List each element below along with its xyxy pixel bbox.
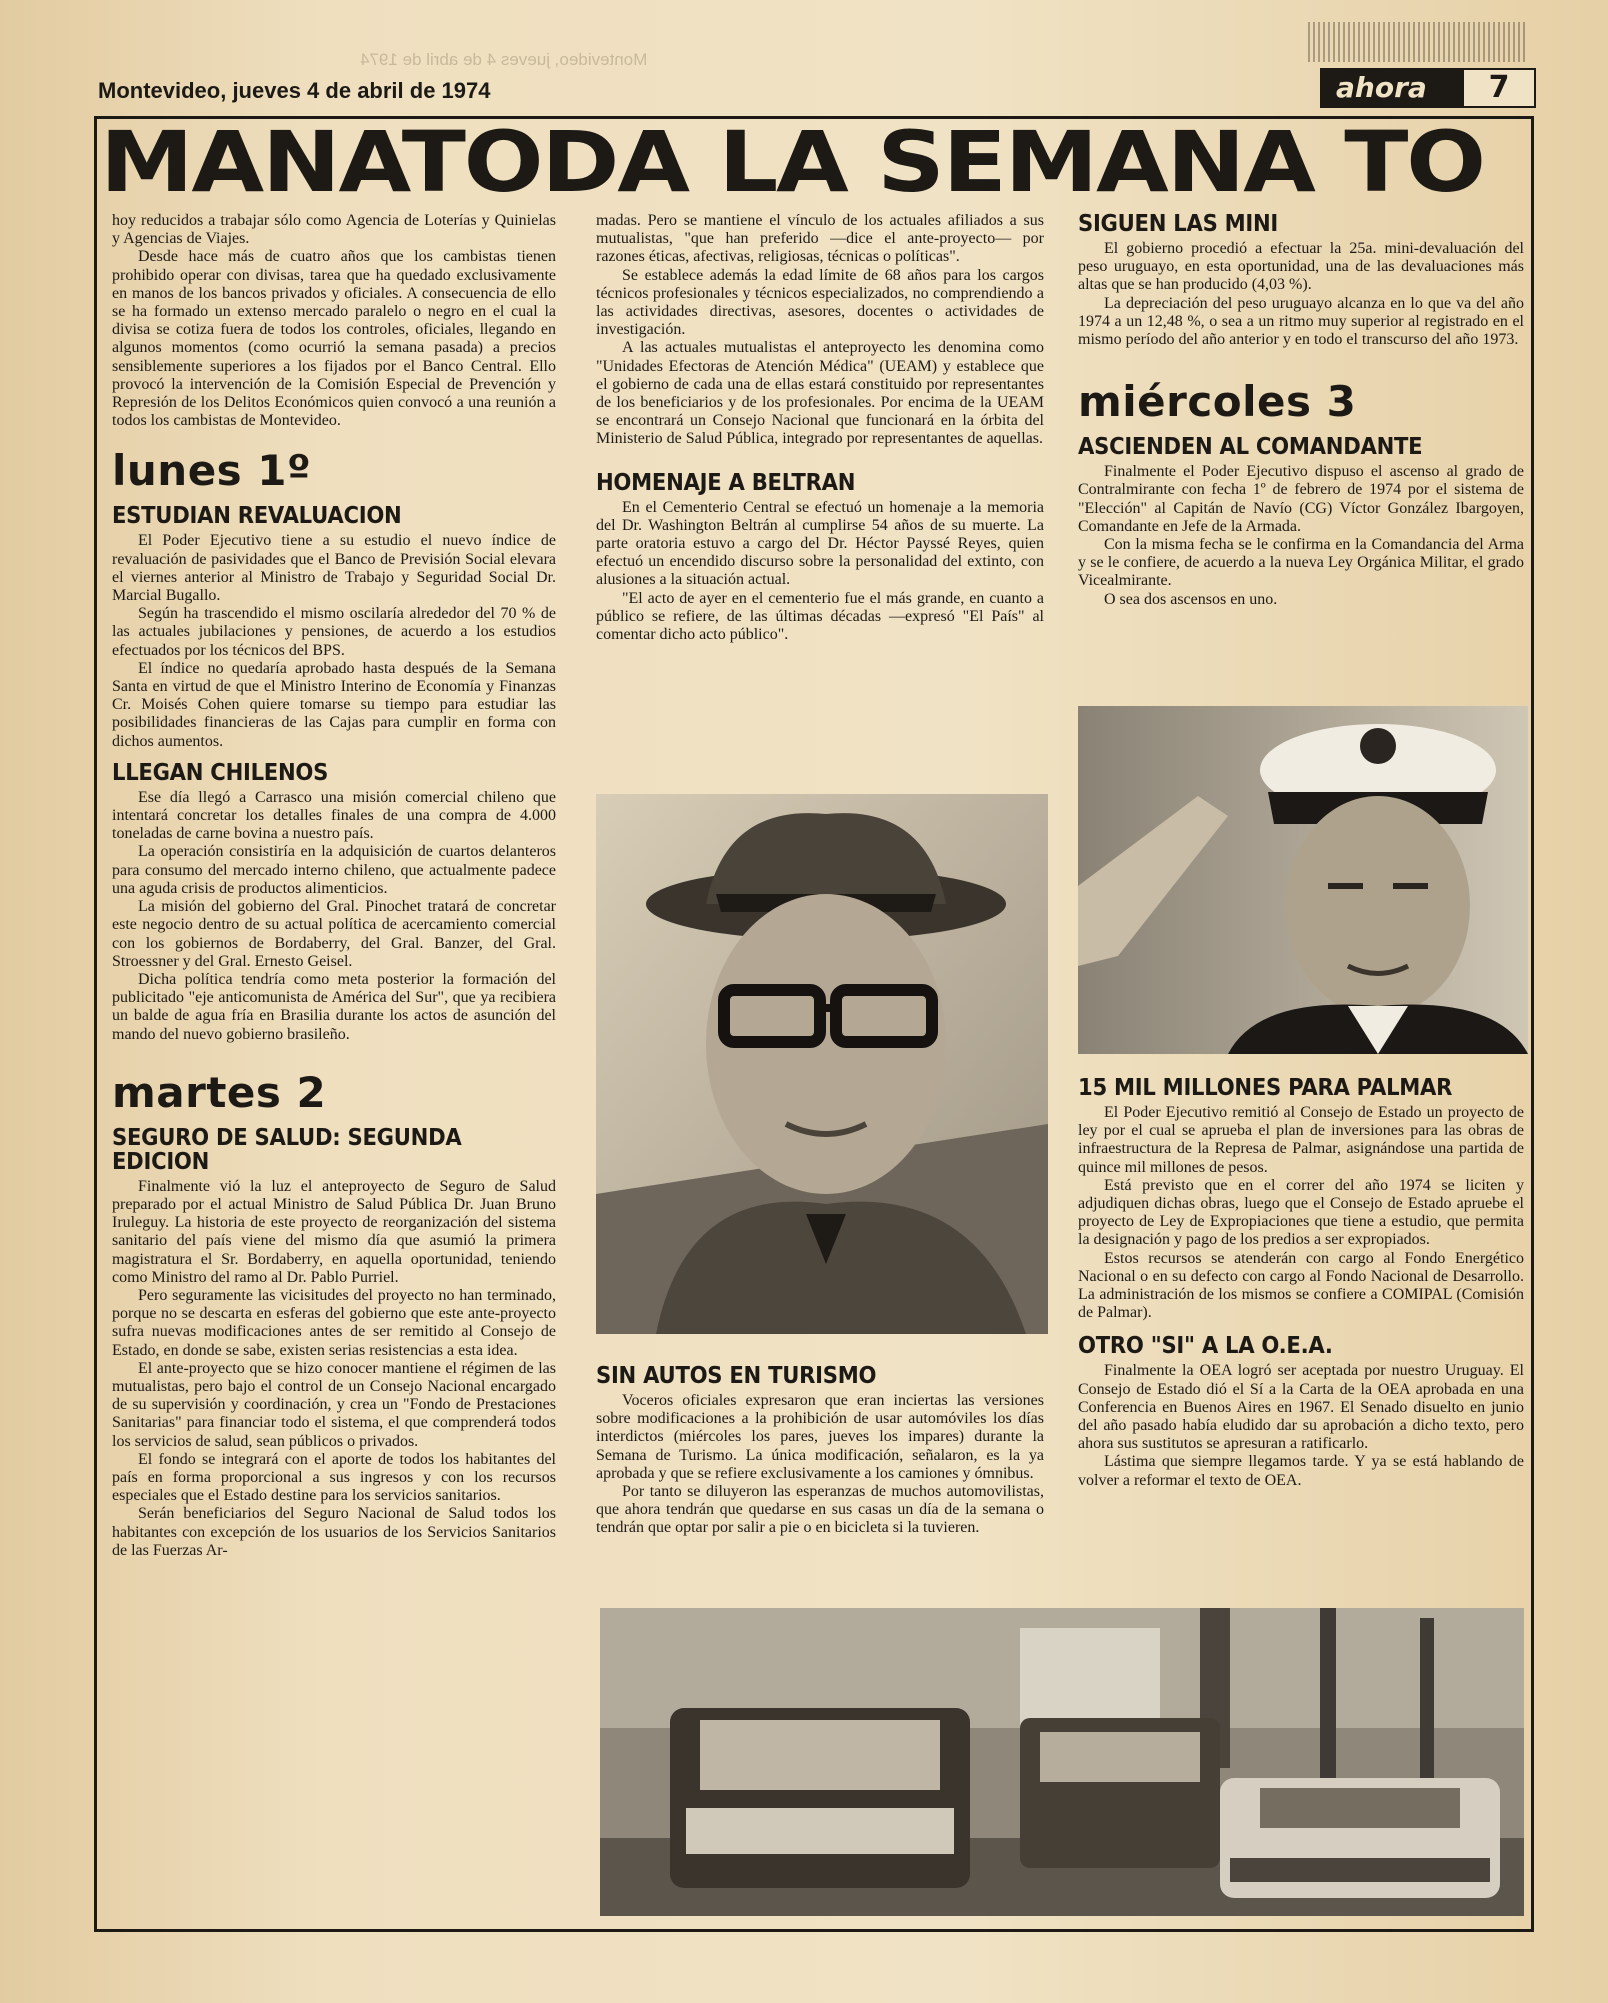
paragraph: Lástima que siempre llegamos tarde. Y ya se está hablando de volver a reformar el texto de OEA.: [1078, 1453, 1524, 1489]
day-heading-miercoles: miércoles 3: [1078, 377, 1357, 427]
headline-autos: SIN AUTOS EN TURISMO: [596, 1363, 877, 1389]
paragraph: El Poder Ejecutivo remitió al Consejo de Estado un proyecto de ley por el cual se aprueba el plan de inversiones para las obras de infraestructura de la Represa de Palmar, asignándose una partida de quince mil millones de pesos.: [1078, 1104, 1524, 1176]
paragraph: El fondo se integrará con el aporte de todos los habitantes del país en forma proporcional a sus ingresos y con los recursos especiales que el Estado destine para los servicios sanitarios.: [112, 1450, 556, 1505]
paragraph: La operación consistiría en la adquisición de cuartos delanteros para consumo del mercado interno chileno, que actualmente padece una aguda crisis de productos alimenticios.: [112, 843, 556, 897]
paragraph: A las actuales mutualistas el anteproyecto les denomina como "Unidades Efectoras de Atención Médica" (UEAM) y establece que el gobierno de cada una de ellas estará constituido por representantes de los beneficiarios y de los profesionales. Por encima de la UEAM se encontrará un Consejo Nacional que funcionará en la órbita del Ministerio de Salud Pública, integrado por representantes de aquellas.: [596, 339, 1044, 448]
paragraph: La misión del gobierno del Gral. Pinochet tratará de concretar este negocio dentro de su actual política de acercamiento comercial con los gobiernos de Bordaberry, del Gral. Banzer, del Gral. Stroessner y del Gral. Ernesto Geisel.: [112, 898, 556, 970]
day-heading-martes: martes 2: [112, 1067, 327, 1117]
headline-comandante: ASCIENDEN AL COMANDANTE: [1078, 434, 1423, 461]
headline-mini: SIGUEN LAS MINI: [1078, 211, 1279, 237]
paragraph: Serán beneficiarios del Seguro Nacional de Salud todos los habitantes con excepción de los usuarios de los Servicios Sanitarios de las Fuerzas Ar-: [112, 1505, 556, 1559]
headline-palmar: 15 MIL MILLONES PARA PALMAR: [1078, 1075, 1453, 1101]
paragraph: Según ha trascendido el mismo oscilaría alrededor del 70 % de las actuales jubilaciones y pensiones, de acuerdo a los estudios efectuados por los técnicos del BPS.: [112, 605, 556, 659]
paragraph: Pero seguramente las vicisitudes del proyecto no han terminado, porque no se descarta en esferas del gobierno que este ante-proyecto sufra nuevas modificaciones antes de ser remitido al Consejo de Estado, en donde se sabe, existen serias resistencias a esta idea.: [112, 1286, 556, 1359]
paragraph: Por tanto se diluyeron las esperanzas de muchos automovilistas, que ahora tendrán que quedarse en sus casas un día de la semana o tendrán que optar por salir a pie o en bicicleta si la tuvieren.: [596, 1483, 1044, 1537]
paragraph: El ante-proyecto que se hizo conocer mantiene el régimen de las mutualistas, pero bajo el control de un Consejo Nacional encargado de su supervisión y coordinación, y crea un "Fondo de Prestaciones Sanitarias" para financiar todo el sistema, el que comprenderá todos los servicios de salud, sean públicos o privados.: [112, 1359, 556, 1450]
paragraph: Se establece además la edad límite de 68 años para los cargos técnicos profesionales y técnicos especializados, no comprendiendo a las actividades directivas, asesores, docentes o actividades de investigación.: [596, 266, 1044, 339]
day-heading-lunes: lunes 1º: [112, 446, 312, 496]
paragraph: Voceros oficiales expresaron que eran inciertas las versiones sobre modificaciones a la prohibición de usar automóviles los días interdictos (miércoles los pares, jueves los impares) durante la Semana de Turismo. La única modificación, señalaron, es la ya aprobada y que se refiere exclusivamente a los camiones y ómnibus.: [596, 1392, 1044, 1482]
masthead-brand: ahora: [1322, 70, 1464, 106]
headline-revaluacion: ESTUDIAN REVALUACION: [112, 503, 402, 530]
paragraph: "El acto de ayer en el cementerio fue el más grande, en cuanto a público se refiere, de las últimas décadas —expresó "El País" al comentar dicho acto público".: [596, 589, 1044, 644]
paragraph: Finalmente vió la luz el anteproyecto de Seguro de Salud preparado por el actual Ministro de Salud Pública Dr. Juan Bruno Iruleguy. La historia de este proyecto de reorganización del sistema sanitario del país viene del mismo día que asumió la primera magistratura el Sr. Bordaberry, en aquella oportunidad, teniendo como Ministro del ramo al Dr. Pablo Purriel.: [112, 1177, 556, 1286]
page-number: 7: [1488, 70, 1510, 105]
page-dateline: Montevideo, jueves 4 de abril de 1974: [98, 78, 491, 103]
paragraph: El gobierno procedió a efectuar la 25a. mini-devaluación del peso uruguayo, en esta oportunidad, una de las devaluaciones más altas que se han producido (4,03 %).: [1078, 240, 1524, 294]
headline-seguro: SEGURO DE SALUD: SEGUNDA EDICION: [112, 1124, 462, 1175]
bleed-through-text: Montevideo, jueves 4 de abril de 1974: [360, 50, 648, 69]
paragraph: Ese día llegó a Carrasco una misión comercial chileno que intentará concretar los detalles finales de una compra de 4.000 toneladas de carne bovina a nuestro país.: [112, 788, 556, 843]
column-3: [1078, 212, 1524, 609]
column-3-lower: [1078, 1076, 1524, 1490]
column-2-lower: [596, 1354, 1044, 1538]
headline-chilenos: LLEGAN CHILENOS: [112, 759, 329, 786]
paragraph: Está previsto que en el correr del año 1974 se liciten y adjudiquen dichas obras, luego que el Consejo de Estado apruebe el proyecto de Ley de Expropiaciones que tiene a estudio, que permita la designación y pago de los predios a ser expropiados.: [1078, 1176, 1524, 1249]
saluting-admiral-photo: [1078, 706, 1528, 1054]
paragraph: Con la misma fecha se le confirma en la Comandancia del Arma y se le confiere, de acuerdo a la nueva Ley Orgánica Militar, el grado Vicealmirante.: [1078, 536, 1524, 590]
paragraph: Finalmente el Poder Ejecutivo dispuso el ascenso al grado de Contralmirante con fecha 1º de febrero de 1974 por el sistema de "Elección" al Capitán de Navío (CG) Víctor González Ibargoyen, Comandante en Jefe de la Armada.: [1078, 463, 1524, 535]
column-2: [596, 212, 1044, 644]
paragraph: hoy reducidos a trabajar sólo como Agencia de Loterías y Quinielas y Agencias de Viajes.: [112, 212, 556, 248]
paragraph: El Poder Ejecutivo tiene a su estudio el nuevo índice de revaluación de pasividades que el Banco de Previsión Social elevara el viernes anterior al Ministro de Trabajo y Seguridad Social Dr. Marcial Bugallo.: [112, 532, 556, 605]
paragraph: El índice no quedaría aprobado hasta después de la Semana Santa en virtud de que el Ministro Interino de Economía y Finanzas Cr. Moisés Cohen quiere tomarse su tiempo para estudiar las posibilidades financieras de las Cajas para cumplir en forma con dichos aumentos.: [112, 659, 556, 750]
paragraph: Dicha política tendría como meta posterior la formación del publicitado "eje anticomunista de América del Sur", que ya recibiera un balde de agua fría en Brasilia durante los actos de asunción del mando del nuevo gobierno brasileño.: [112, 970, 556, 1043]
headline-beltran: HOMENAJE A BELTRAN: [596, 469, 856, 496]
print-registration-marks: [1308, 22, 1526, 62]
paragraph: Finalmente la OEA logró ser aceptada por nuestro Uruguay. El Consejo de Estado dió el Sí a la Carta de la OEA aprobada en una Conferencia en Buenos Aires en 1967. El Senado disuelto en junio del año pasado había eludido dar su aprobación a dicho texto, pero ahora sus sustitutos se apresuran a ratificarlo.: [1078, 1362, 1524, 1453]
paragraph: En el Cementerio Central se efectuó un homenaje a la memoria del Dr. Washington Beltrán al cumplirse 54 años de su muerte. La parte oratoria estuvo a cargo del Dr. Héctor Payssé Reyes, quien efectuó un encendido discurso sobre la personalidad del extinto, con alusiones a la situación actual.: [596, 498, 1044, 589]
paragraph: Estos recursos se atenderán con cargo al Fondo Energético Nacional o en su defecto con cargo al Fondo Nacional de Desarrollo. La administración de los mismos se confiere a COMIPAL (Comisión de Palmar).: [1078, 1249, 1524, 1322]
paragraph: Desde hace más de cuatro años que los cambistas tienen prohibido operar con divisas, tarea que ha quedado exclusivamente en manos de los bancos privados y oficiales. A consecuencia de ello se ha formado un extenso mercado paralelo o negro en el cual la divisa se cotiza fuera de todos los controles, oficiales, llegando en algunos momentos (como ocurrió la semana pasada) a precios sensiblemente superiores a los fijados por el Banco Central. Ello provocó la intervención de la Comisión Especial de Prevención y Represión de los Delitos Económicos quien convocó a una reunión a todos los cambistas de Montevideo.: [112, 248, 556, 430]
paragraph: O sea dos ascensos en uno.: [1104, 590, 1278, 608]
masthead: [1320, 68, 1536, 108]
column-1: [112, 212, 556, 1560]
paragraph: La depreciación del peso uruguayo alcanza en lo que va del año 1974 a un 12,48 %, o sea a un ritmo muy superior al registrado en el mismo período del año anterior y en todo el transcurso del año 1973.: [1078, 294, 1524, 349]
cars-traffic-photo: [600, 1608, 1524, 1916]
paragraph: madas. Pero se mantiene el vínculo de los actuales afiliados a sus mutualistas, "que han preferido —dice el ante-proyecto— por razones éticas, afectivas, religiosas, técnicas o políticas".: [596, 212, 1044, 266]
headline-oea: OTRO "SI" A LA O.E.A.: [1078, 1333, 1333, 1360]
man-in-hat-photo: [596, 794, 1048, 1334]
section-banner: MANATODA LA SEMANA TO: [100, 122, 1484, 202]
